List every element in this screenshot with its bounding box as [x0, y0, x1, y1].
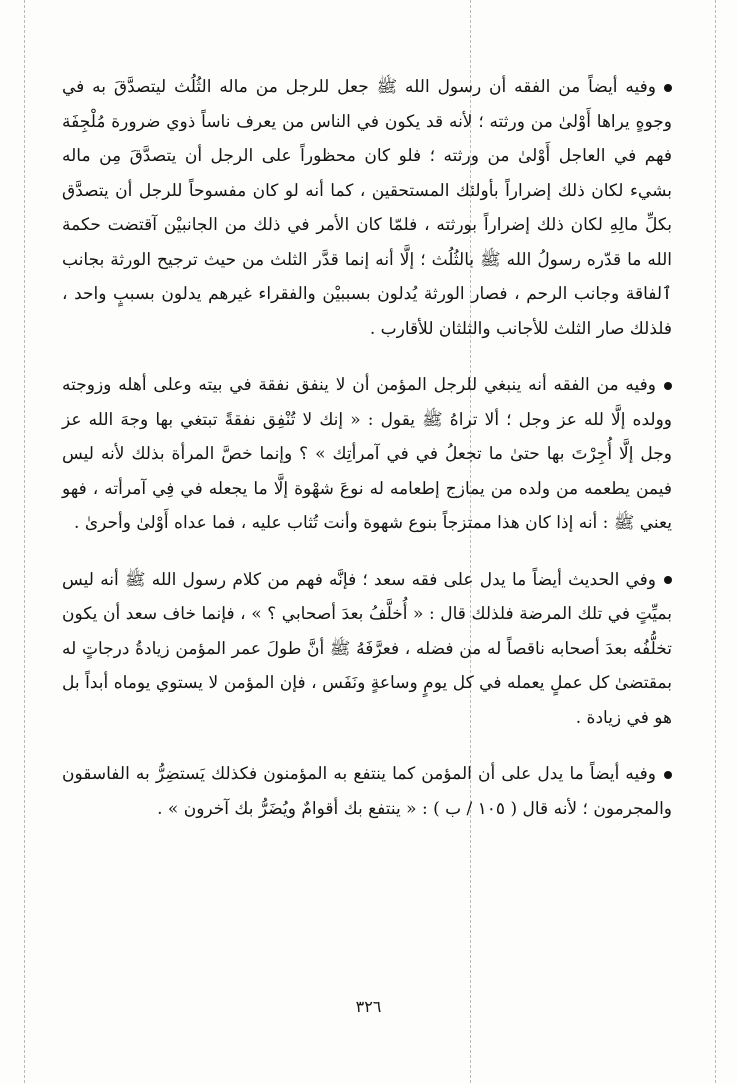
page-crease-left: [24, 0, 25, 1083]
paragraph-2: [62, 368, 672, 541]
paragraph-4: [62, 757, 672, 826]
paragraph-text: وفيه من الفقه أنه ينبغي للرجل المؤمن أن لا ينفق نفقة في بيته وعلى أهله وزوجته وولده إلَّا لله عز وجل ؛ ألا تراهُ ﷺ يقول : « إنك لا تُنْفِق نفقةً تبتغي بها وجهَ الله عز وجل إلَّا أُجِرْتَ بها حتىٰ ما تجعلُ في في آمرأتِك » ؟ وإنما خصَّ المرأة بذلك لأنه ليس فيمن يطعمه من ولده من يمازج إطعامه له نوعَ شهْوة إلَّا ما يجعله في فِي آمرأته ، فهو يعني ﷺ : أنه إذا كان هذا ممتزجاً بنوع شهوة وأنت تُثاب عليه ، فما عداه أَوْلىٰ وأحرىٰ .: [62, 375, 672, 533]
bullet-icon: [664, 576, 672, 584]
bullet-icon: [664, 771, 672, 779]
paragraph-text: وفي الحديث أيضاً ما يدل على فقه سعد ؛ فإنَّه فهم من كلام رسول الله ﷺ أنه ليس بميِّتٍ في تلك المرضة فلذلك قال : « أُخلَّفُ بعدَ أصحابي ؟ » ، فإنما خاف سعد أن يكون تخلُّفُه بعدَ أصحابه ناقصاً له من فضله ، فعرَّفَهُ ﷺ أنَّ طولَ عمر المؤمن زيادةُ درجاتٍ له بمقتضىٰ كل عملٍ يعمله في كل يومٍ وساعةٍ ونَفَس ، فإن المؤمن لا يستوي يوماه أبداً بل هو في زيادة .: [62, 569, 672, 728]
paragraph-text: وفيه أيضاً ما يدل على أن المؤمن كما ينتفع به المؤمنون فكذلك يَستضِرُّ به الفاسقون والمجرمون ؛ لأنه قال ( ١٠٥ / ب ) : « ينتفع بك أقوامٌ ويُضَرُّ بك آخرون » .: [62, 764, 672, 819]
paragraph-text: وفيه أيضاً من الفقه أن رسول الله ﷺ جعل للرجل من ماله الثُلُث ليتصدَّقَ به في وجوهٍ يراها أَوْلىٰ من ورثته ؛ لأنه قد يكون في الناس من يعرف ناساً ذوي ضرورة مُلْجِفَة فهم في العاجل أَوْلىٰ من ورثته ؛ فلو كان محظوراً على الرجل أن يتصدَّقَ مِن ماله بشيء لكان ذلك إضراراً بأولئك المستحقين ، كما أنه لو كان مفسوحاً للرجل أن يتصدَّق بكلِّ مالِهِ لكان ذلك إضراراً بورثته ، فلمّا كان الأمر في ذلك من الجانبيْن آقتضت حكمة الله ما قدّره رسولُ الله ﷺ بالثُلُث ؛ إلَّا أنه إنما قدَّر الثلث من حيث ترجيح الورثة بجانب ٱلفاقة وجانب الرحم ، فصار الورثة يُدلون بسببيْن والفقراء غيرهم يدلون بسببٍ واحد ، فلذلك صار الثلث للأجانب والثلثان للأقارب .: [62, 77, 672, 339]
bullet-icon: [664, 84, 672, 92]
paragraph-1: [62, 70, 672, 346]
body-text: [62, 70, 672, 848]
page-number: ٣٢٦: [355, 997, 382, 1016]
page-crease-right: [715, 0, 716, 1083]
bullet-icon: [664, 382, 672, 390]
paragraph-3: [62, 563, 672, 736]
